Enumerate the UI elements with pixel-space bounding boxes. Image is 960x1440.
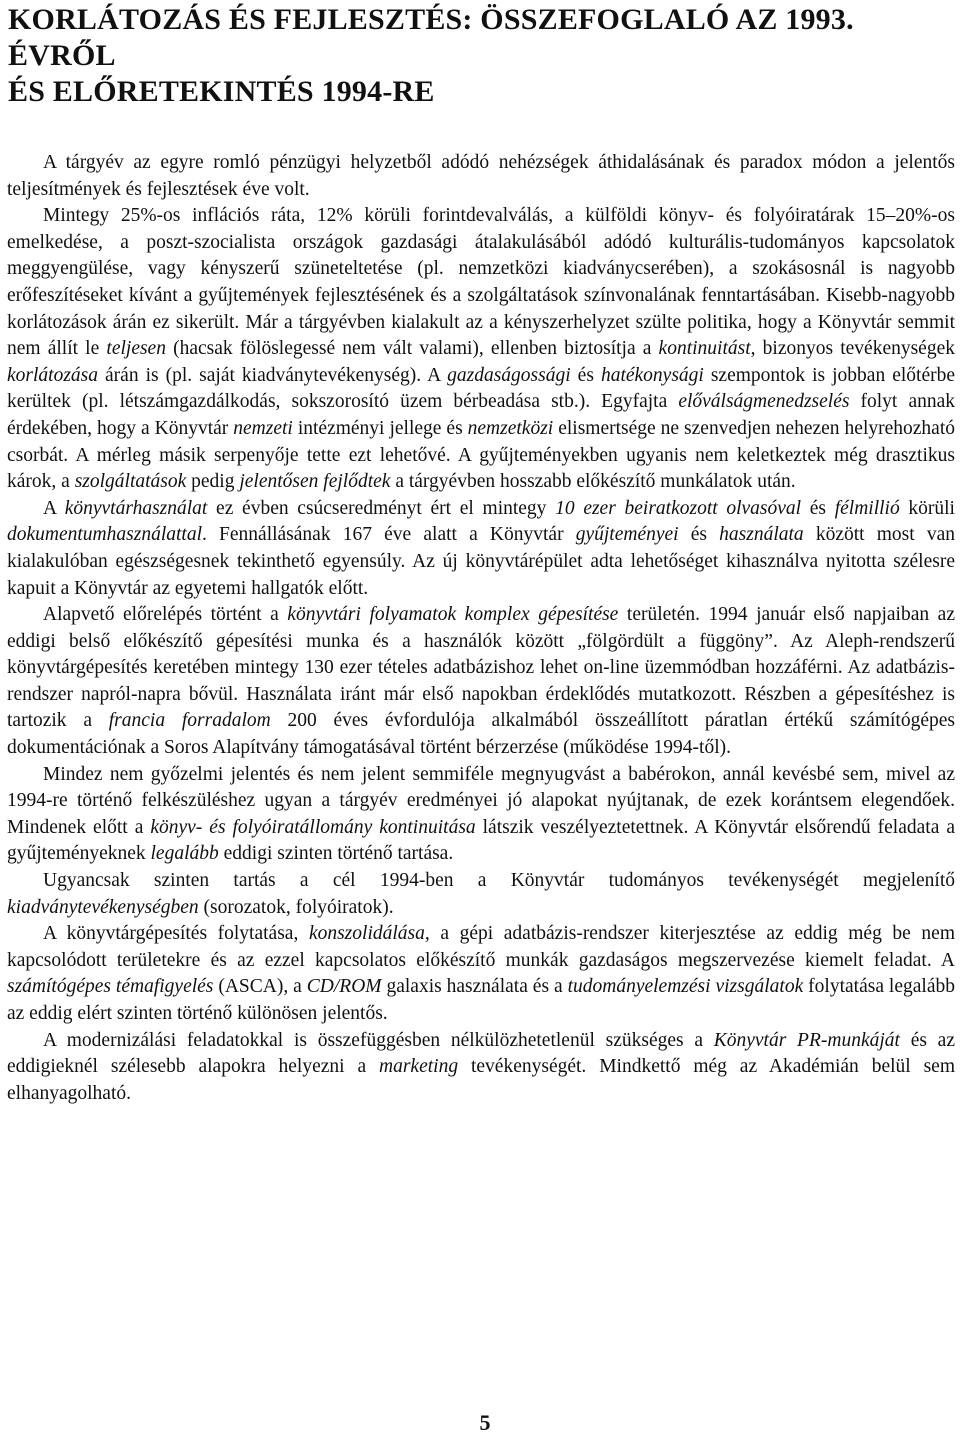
emphasized-text: használata [719,524,804,546]
text-run: Mintegy 25%-os inflációs ráta, 12% körüli forintdevalválás, a külföldi könyv- és folyóiratárak 15–20%-os emelkedése, a poszt-szocialista országok gazdasági átalakulásából adódó kulturális-tudományos kapcsolatok meggyengülése, vagy kényszerű szüneteltetése (pl. nemzetközi kiadványcserében), a szokásosnál is nagyobb erőfeszítéseket kívánt a gyűjtemények fejlesztésének és a szolgáltatások színvonalának fenntartásában. Kisebb-nagyobb korlátozások árán ez sikerült. Már a tárgyévben kialakult az a kényszerhelyzet szülte politika, hogy a Könyvtár semmit nem állít le [7,205,955,360]
text-run: látszik veszélyeztetettnek. A Könyvtár elsőrendű feladata a gyűjteményeknek [7,816,955,865]
paragraph-7 [7,921,955,1027]
text-run: területén. 1994 január első napjaiban az eddigi belső előkészítő gépesítési munka és a használók között „fölgördült a függöny”. Az Aleph-rendszerű könyvtárgépesítés keretében mintegy 130 ezer tételes adatbázishoz lehet on-line üzemmódban hozzáférni. Az adatbázis-rendszer napról-napra bővül. Használata iránt már első napokban érdeklődés mutatkozott. Részben a gépesítéshez is tartozik a [7,604,955,732]
text-run: (hacsak fölöslegessé nem vált valami), ellenben biztosítja a [165,338,659,360]
emphasized-text: gazdaságossági [447,364,571,386]
emphasized-text: teljesen [106,338,166,360]
paragraph-1 [7,150,955,203]
emphasized-text: kontinuitást [658,338,751,360]
emphasized-text: nemzetközi [467,417,554,439]
text-run: a tárgyévben hosszabb előkészítő munkálatok után. [390,471,796,493]
text-run: között most van kialakulóban egészségesnek tekinthető egyensúly. Az új könyvtárépület adta lehetőséget kihasználva nyitotta szélesre kapuit a Könyvtár az egyetemi hallgatók előtt. [7,524,955,599]
emphasized-text: korlátozása [7,364,99,386]
text-run: pedig [186,471,240,493]
text-run: (ASCA), a [213,976,307,998]
emphasized-text: szolgáltatások [74,471,187,493]
emphasized-text: számítógépes témafigyelés [7,976,214,998]
text-run: elismertsége ne szenvedjen nehezen helyrehozható csorbát. A mérleg másik serpenyője tette ezt lehetővé. A gyűjteményekben ugyanis nem keletkeztek még drasztikus károk, a [7,417,955,493]
text-run: Ugyancsak szinten tartás a cél 1994-ben a Könyvtár tudományos tevékenységét megjelenítő [43,870,955,892]
text-run: folytatása legalább az eddig elért szinten történő különösen jelentős. [7,976,955,1024]
text-run: Mindez nem győzelmi jelentés és nem jelent semmiféle megnyugvást a babérokon, annál kevésbé sem, mivel az 1994-re történő felkészüléshez ugyan a tárgyév eredményei jó alapokat nyújtanak, de ezek korántsem elegendőek. Mindenek előtt a [7,763,955,838]
emphasized-text: konszolidálása [308,923,425,945]
text-run: tevékenységét. Mindkettő még az Akadémián belül sem elhanyagolható. [7,1056,956,1104]
paragraph-6 [7,868,955,921]
emphasized-text: hatékonysági [600,364,704,386]
text-run: , a gépi adatbázis-rendszer kiterjesztése az eddig még be nem kapcsolódott területekre és az ezzel kapcsolatos előkészítő munkák gazdaságos megszervezése kiemelt feladat. A [7,923,956,971]
emphasized-text: könyvtárhasználat [64,497,208,519]
emphasized-text: marketing [379,1056,459,1078]
document-title [8,2,952,110]
text-run: folyt annak érdekében, hogy a Könyvtár [7,391,955,439]
text-run: A könyvtárgépesítés folytatása, [43,923,309,945]
text-run: intézményi jellege és [292,417,468,439]
text-run: (sorozatok, folyóiratok). [198,896,394,918]
text-run: 200 éves évfordulója alkalmából összeállított páratlan értékű számítógépes dokumentációnak a Soros Alapítvány támogatásával történt bérzerzése (működése 1994-től). [7,710,955,759]
emphasized-text: Könyvtár PR-munkáját [713,1029,900,1051]
page-number: 5 [479,1410,491,1435]
text-run: . Fennállásának 167 éve alatt a Könyvtár [202,524,576,546]
emphasized-text: könyv- és folyóiratállomány kontinuitása [150,816,476,838]
emphasized-text: félmillió [834,497,900,519]
title-line-2: ÉS ELŐRETEKINTÉS 1994-RE [8,75,435,108]
document-body [7,150,955,1107]
paragraph-8 [7,1028,955,1108]
text-run: és [801,497,835,519]
paragraph-5 [7,762,955,868]
text-run: A modernizálási feladatokkal is összefüggésben nélkülözhetetlenül szükséges a [43,1029,714,1051]
title-line-1: KORLÁTOZÁS ÉS FEJLESZTÉS: ÖSSZEFOGLALÓ AZ 1993. ÉVRŐL [8,3,854,72]
emphasized-text: jelentősen fejlődtek [239,471,391,493]
emphasized-text: könyvtári folyamatok komplex gépesítése [287,604,619,626]
paragraph-2 [7,203,955,496]
paragraph-4 [7,602,955,762]
text-run: és az eddigieknél szélesebb alapokra helyezni a [7,1029,955,1078]
text-run: és [678,524,720,546]
text-run: Alapvető előrelépés történt a [43,604,288,626]
text-run: szempontok is jobban előtérbe kerültek (pl. létszámgazdálkodás, sokszorosító üzem bérbeadása stb.). Egyfajta [7,364,956,413]
text-run: ez évben csúcseredményt ért el mintegy [207,497,556,519]
text-run: és [570,364,601,386]
text-run: A tárgyév az egyre romló pénzügyi helyzetből adódó nehézségek áthidalásának és paradox módon a jelentős teljesítmények és fejlesztések éve volt. [7,152,955,200]
emphasized-text: előválságmenedzselés [678,391,850,413]
emphasized-text: tudományelemzési vizsgálatok [567,976,804,998]
text-run: árán is (pl. saját kiadványtevékenység). A [98,364,448,386]
text-run: , bizonyos tevékenységek [750,338,955,360]
emphasized-text: nemzeti [233,417,293,439]
text-run: A [43,497,65,519]
text-run: eddigi szinten történő tartása. [218,843,454,865]
emphasized-text: francia forradalom [108,710,271,732]
paragraph-3 [7,496,955,602]
emphasized-text: CD/ROM [306,976,382,998]
emphasized-text: kiadványtevékenységben [7,896,199,918]
emphasized-text: 10 ezer beiratkozott olvasóval [555,497,802,519]
emphasized-text: gyűjteményei [575,524,679,546]
emphasized-text: legalább [150,843,219,865]
text-run: körüli [899,497,955,519]
text-run: galaxis használata és a [381,976,568,998]
emphasized-text: dokumentumhasználattal [7,524,202,546]
